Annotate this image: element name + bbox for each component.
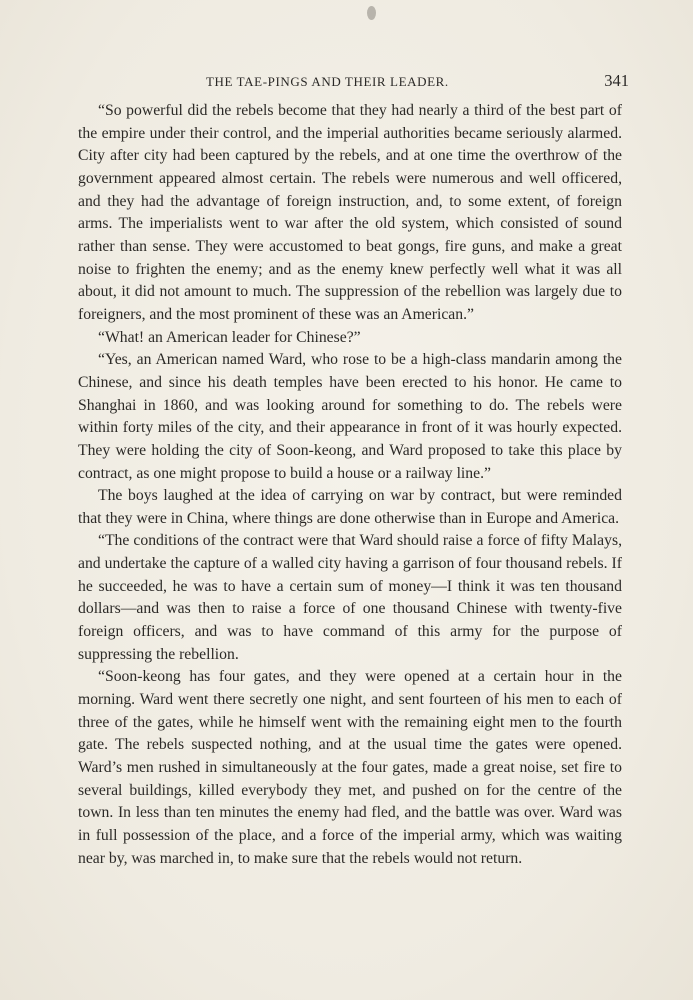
paragraph: “So powerful did the rebels become that they had nearly a third of the best part of the empire under their control, and the imperial authorities became seriously alarmed. City after city had been captured by the rebels, and at one time the overthrow of the government appeared almost certain. The rebels were numerous and well officered, and they had the advantage of foreign instruction, and, to some extent, of foreign arms. The imperialists went to war after the old system, which consisted of sound rather than sense. They were accustomed to beat gongs, fire guns, and make a great noise to frighten the enemy; and as the enemy knew perfectly well what it was all about, it did not amount to much. The suppression of the rebellion was largely due to foreigners, and the most prominent of these was an American.” — [78, 102, 622, 323]
ink-speck — [367, 6, 376, 20]
running-head — [78, 71, 629, 94]
paragraph: “Yes, an American named Ward, who rose to be a high-class mandarin among the Chinese, and since his death temples have been erected to his honor. He came to Shanghai in 1860, and was looking around for something to do. The rebels were within forty miles of the city, and their appearance in front of it was hourly expected. They were holding the city of Soon-keong, and Ward proposed to take this place by contract, as one might propose to build a house or a railway line.” — [78, 351, 622, 482]
paragraph: “What! an American leader for Chinese?” — [98, 328, 361, 346]
running-title: THE TAE-PINGS AND THEIR LEADER. — [206, 74, 449, 89]
paragraph: The boys laughed at the idea of carrying on war by contract, but were reminded that they were in China, where things are done otherwise than in Europe and America. — [78, 487, 622, 527]
page-number: 341 — [604, 71, 629, 90]
body-text — [78, 100, 622, 870]
paragraph: “The conditions of the contract were that Ward should raise a force of fifty Malays, and undertake the capture of a walled city having a garrison of four thousand rebels. If he succeeded, he was to have a certain sum of money—I think it was ten thousand dollars—and was then to raise a force of one thousand Chinese with twenty-five foreign officers, and was to have command of this army for the purpose of suppressing the rebellion. — [78, 532, 622, 663]
paragraph: “Soon-keong has four gates, and they were opened at a certain hour in the morning. Ward went there secretly one night, and sent fourteen of his men to each of three of the gates, while he himself went with the remaining eight men to the fourth gate. The rebels suspected nothing, and at the usual time the gates were opened. Ward’s men rushed in simultaneously at the four gates, made a great noise, set fire to several buildings, killed everybody they met, and pushed on for the centre of the town. In less than ten minutes the enemy had fled, and the battle was over. Ward was in full possession of the place, and a force of the imperial army, which was waiting near by, was marched in, to make sure that the rebels would not return. — [78, 668, 622, 867]
